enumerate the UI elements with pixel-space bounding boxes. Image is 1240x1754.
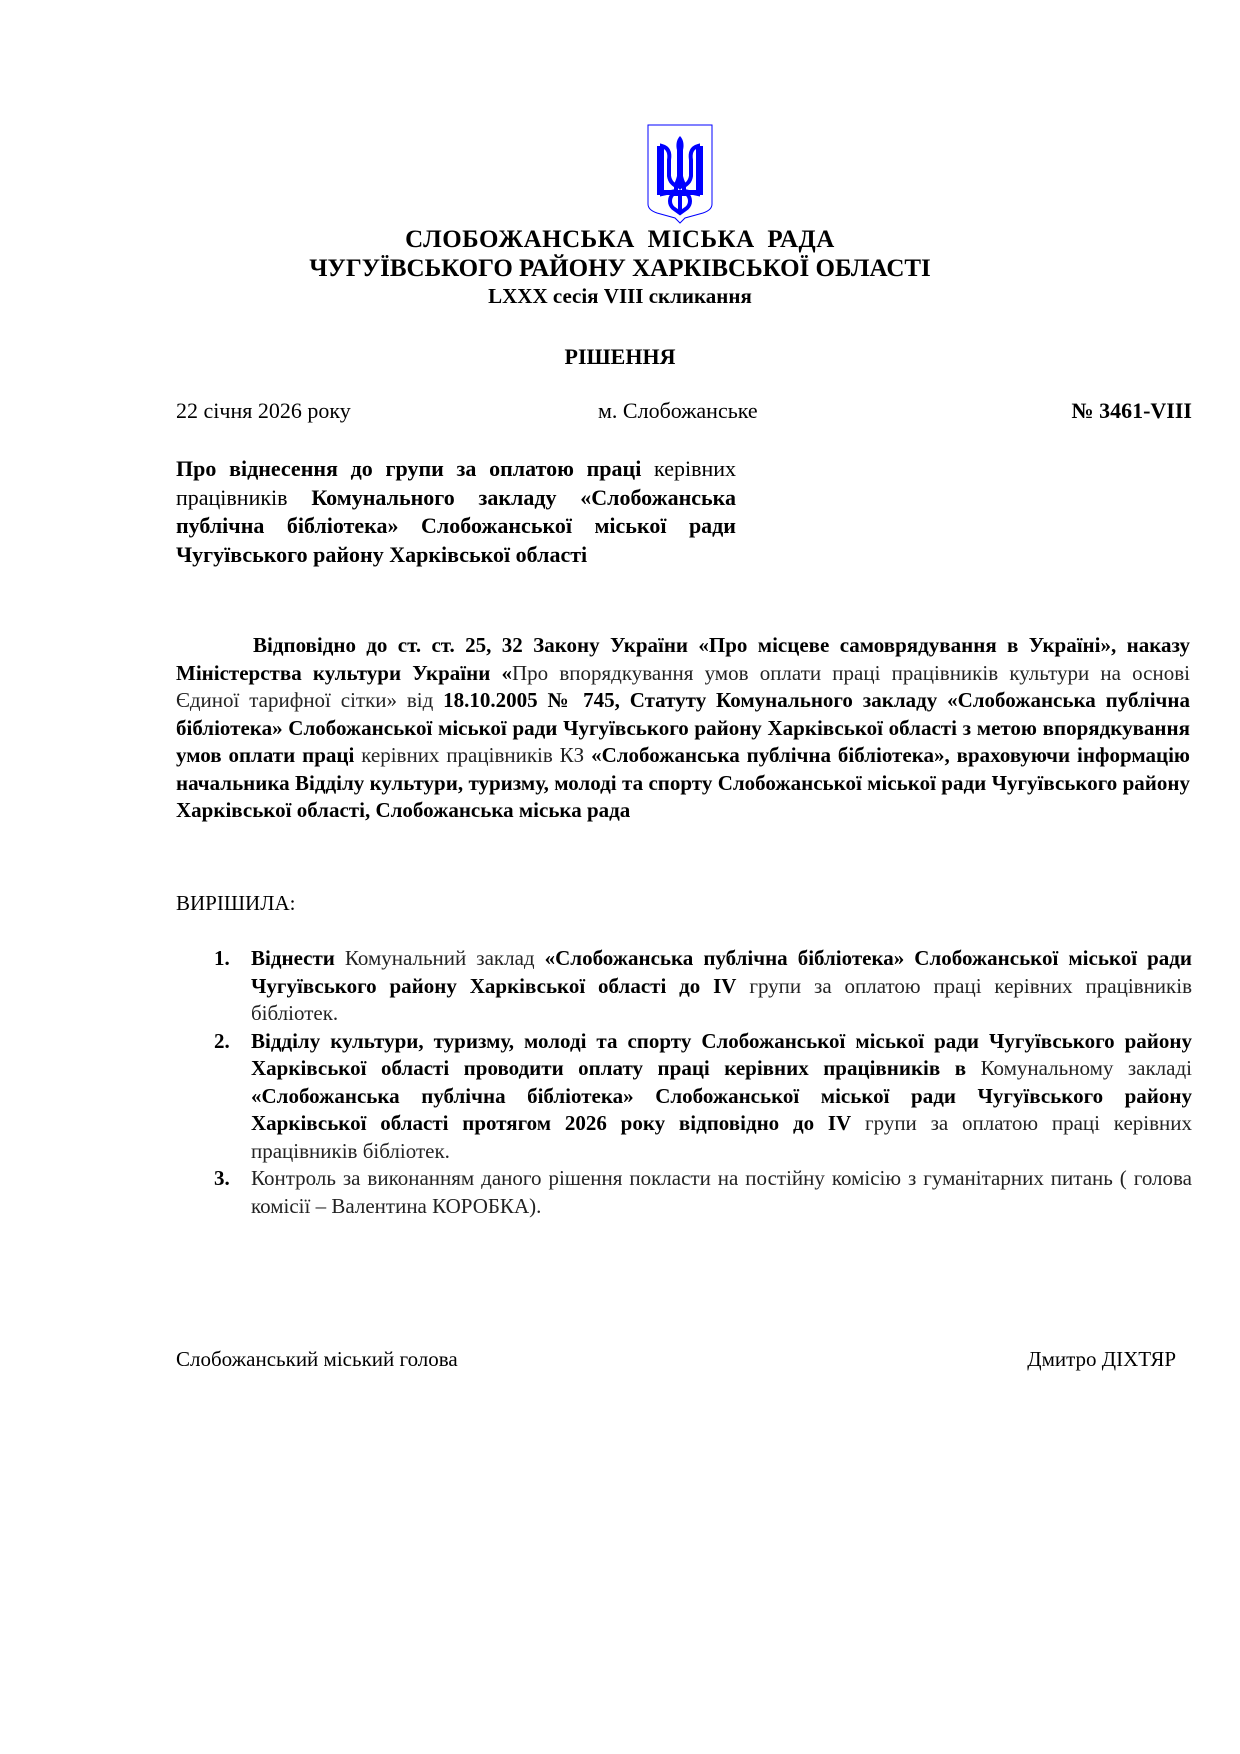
- item-number: 3.: [214, 1166, 230, 1190]
- document-type: РІШЕННЯ: [564, 344, 676, 369]
- signatory-position: Слобожанський міський голова: [176, 1347, 458, 1371]
- signatory-name: Дмитро ДІХТЯР: [1027, 1347, 1176, 1371]
- item-number: 1.: [214, 946, 230, 970]
- item-text: Комунальний заклад: [334, 946, 545, 970]
- preamble-part: Про впорядкування умов оплати праці працівників культури на основі Єдиної тарифної сітки» від: [176, 660, 1190, 712]
- item-text: Віднести: [251, 946, 335, 970]
- decision-date: 22 січня 2026 року: [176, 398, 351, 423]
- item-text: «Слобожанська публічна бібліотека» Слобожанської міської ради Чугуївського району Харківської області протягом 2026 року відповідно до IV: [251, 1083, 1192, 1135]
- item-text: Відділу культури, туризму, молоді та спорту Слобожанської міської ради Чугуївського району Харківської області проводити оплату праці керівних працівників в: [251, 1028, 1192, 1080]
- decision-city: м. Слобожанське: [598, 398, 758, 423]
- dateline: [176, 398, 1192, 428]
- decision-subject: [176, 455, 736, 569]
- preamble-part: Відповідно до ст. ст. 25, 32 Закону України «Про місцеве самоврядування в Україні», наказу Міністерства культури України «: [176, 633, 1190, 685]
- item-text: групи за оплатою праці керівних працівників бібліотек.: [251, 973, 1192, 1025]
- item-text: Комунальному закладі: [966, 1056, 1192, 1080]
- item-text: групи за оплатою праці керівних працівників бібліотек.: [251, 1111, 1192, 1163]
- item-number: 2.: [214, 1028, 230, 1053]
- item-text: Контроль за виконанням даного рішення покласти на постійну комісію з гуманітарних питань ( голова комісії – Валентина КОРОБКА).: [251, 1166, 1192, 1218]
- item-text: «Слобожанська публічна бібліотека» Слобожанської міської ради Чугуївського району Харківської області до IV: [251, 946, 1193, 998]
- preamble-paragraph: [176, 632, 1190, 825]
- session-info: LXXX сесія VIII скликання: [488, 284, 752, 308]
- preamble-part: керівних працівників КЗ: [354, 743, 592, 767]
- decision-item: [214, 1165, 1192, 1220]
- subject-part: Про віднесення до групи за оплатою праці: [176, 456, 655, 481]
- district-name: ЧУГУЇВСЬКОГО РАЙОНУ ХАРКІВСЬКОЇ ОБЛАСТІ: [309, 255, 931, 282]
- preamble-part: 18.10.2005 № 745, Статуту Комунального закладу «Слобожанська публічна бібліотека» Слобожанської міської ради Чугуївського району Харківської області з метою впорядкування умов оплати праці: [176, 688, 1190, 767]
- resolved-label: ВИРІШИЛА:: [176, 891, 296, 915]
- subject-part: Комунального закладу «Слобожанська публічна бібліотека» Слобожанської міської ради Чугуївського району Харківської області: [176, 484, 736, 567]
- subject-part: керівних працівників: [176, 456, 736, 510]
- council-name: СЛОБОЖАНСЬКА МІСЬКА РАДА: [405, 226, 835, 253]
- tryzub-coat-of-arms-icon: [645, 124, 715, 224]
- decision-number: № 3461-VIII: [1071, 398, 1192, 423]
- decision-item: [214, 1028, 1192, 1166]
- decision-items: [214, 945, 1192, 1220]
- preamble-part: «Слобожанська публічна бібліотека», враховуючи інформацію начальника Відділу культури, туризму, молоді та спорту Слобожанської міської ради Чугуївського району Харківської області, Слобожанська міська рада: [176, 743, 1190, 822]
- decision-item: [214, 945, 1192, 1028]
